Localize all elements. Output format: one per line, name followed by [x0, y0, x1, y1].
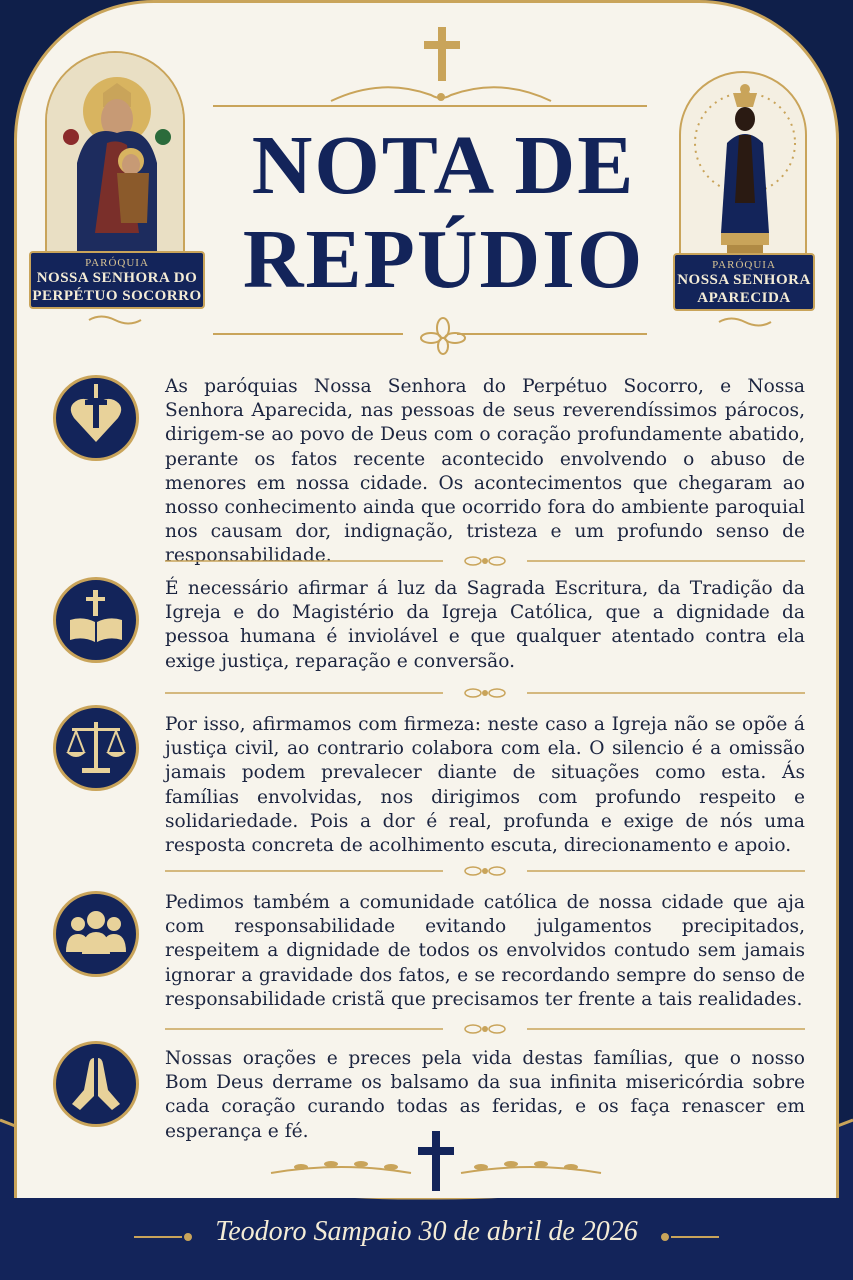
left-banner-ornament — [87, 313, 143, 327]
praying-hands-icon — [53, 1041, 139, 1127]
bottom-cross-laurel-ornament — [261, 1127, 611, 1197]
scales-icon — [53, 705, 139, 791]
left-parish-banner — [29, 251, 205, 309]
fleur-ornament — [417, 316, 469, 356]
right-banner-ornament — [717, 315, 773, 329]
page-title-line2: REPÚDIO — [242, 213, 645, 306]
right-parish-name-line2: APARECIDA — [697, 290, 791, 306]
right-parish-label: PARÓQUIA — [712, 259, 776, 271]
page-title-line1: NOTA DE — [251, 119, 636, 212]
section-3-text: Por isso, afirmamos com firmeza: neste caso a Igreja não se opõe á justiça civil, ao contrario colabora com ela. O silencio é a omissão jamais podem prevalecer diante de situações como esta. Ás famílias envolvidas, nos dirigimos com profundo respeito e solidariedade. Pois a dor é real, profunda e exige de nós uma resposta concreta de acolhimento escuta, direcionamento e apoio. — [165, 714, 805, 857]
divider-1 — [165, 553, 805, 569]
left-parish-name-line1: NOSSA SENHORA DO — [36, 270, 198, 286]
title-bottom-rule-right — [457, 333, 647, 335]
right-parish-name-line1: NOSSA SENHORA — [677, 272, 811, 288]
footer-place-date: Teodoro Sampaio 30 de abril de 2026 — [215, 1216, 638, 1247]
heart-cross-icon — [53, 375, 139, 461]
divider-3 — [165, 863, 805, 879]
left-parish-name-line2: PERPÉTUO SOCORRO — [32, 288, 202, 304]
section-4-text: Pedimos também a comunidade católica de nossa cidade que aja com responsabilidade evitando julgamentos precipitados, respeitem a dignidade de todos os envolvidos contudo sem jamais ignorar a gravidade dos fatos, e se recordando sempre do senso de responsabilidade cristã que precisamos ter frente a tais realidades. — [165, 892, 805, 1010]
top-flourish-ornament — [321, 73, 561, 107]
right-parish-banner — [673, 253, 815, 311]
divider-4 — [165, 1021, 805, 1037]
perpetual-help-icon-image — [45, 51, 185, 261]
section-5-text: Nossas orações e preces pela vida destas famílias, que o nosso Bom Deus derrame os balsamo da sua infinita misericórdia sobre cada coração curando todas as feridas, e os faça renascer em esperança e fé. — [165, 1048, 805, 1142]
divider-2 — [165, 685, 805, 701]
footer-ornament-right — [659, 1230, 719, 1244]
left-parish-label: PARÓQUIA — [85, 257, 149, 269]
section-2-text: É necessário afirmar á luz da Sagrada Escritura, da Tradição da Igreja e do Magistério da Igreja Católica, que a dignidade da pessoa humana é inviolável e que qualquer atentado contra ela exige justiça, reparação e conversão. — [165, 578, 805, 672]
title-top-rule — [213, 105, 647, 107]
document-sheet — [14, 0, 839, 1198]
title-bottom-rule-left — [213, 333, 403, 335]
community-icon — [53, 891, 139, 977]
bible-cross-icon — [53, 577, 139, 663]
section-1-text: As paróquias Nossa Senhora do Perpétuo Socorro, e Nossa Senhora Aparecida, nas pessoas de seus reverendíssimos párocos, dirigem-se ao povo de Deus com o coração profundamente abatido, perante os fatos recente acontecido envolvendo o abuso de menores em nossa cidade. Os acontecimentos que chegaram ao nosso conhecimento ainda que ocorrido fora do ambiente paroquial nos causam dor, indignação, tristeza e um profundo senso de responsabilidade. — [165, 376, 805, 567]
aparecida-image — [679, 71, 807, 259]
